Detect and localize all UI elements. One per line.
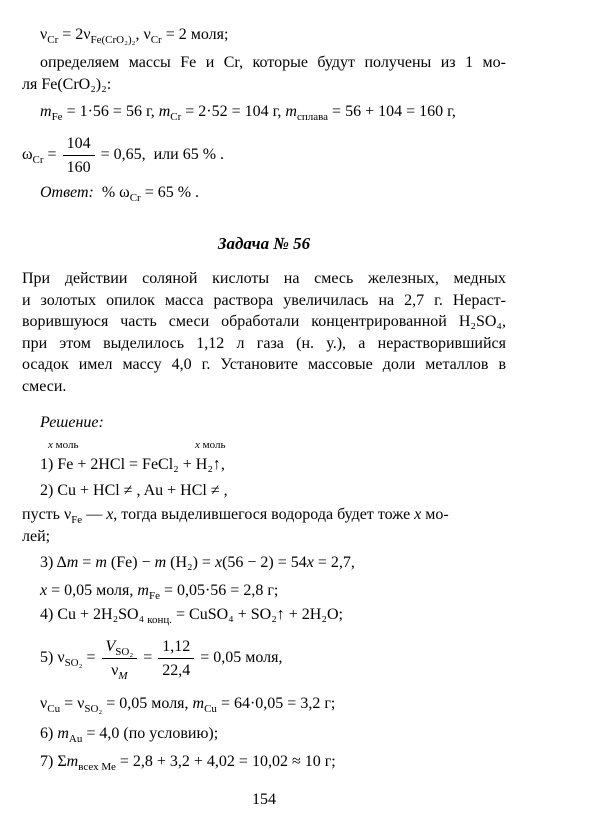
text-line-define-masses-1: определяем массы Fe и Cr, которые будут получены из 1 мо-: [40, 54, 506, 71]
fraction-104-160: $\frac{104}{160}$: [63, 133, 95, 178]
task-text-line: смеси.: [22, 377, 67, 395]
equation-2: 2) Cu + HCl ≠ , Au + HCl ≠ ,: [40, 482, 228, 499]
task-title: Задача № 56: [217, 234, 311, 253]
equation-5: 5) $\nu_{SO_2}$ = $\frac{V_{SO_2}}{\nu_M}$ = $\frac{1,12}{22,4}$ = 0,05 моля,: [40, 638, 283, 682]
equation-6: 6) $m_{Au} = 4,0$ (по условию);: [40, 725, 219, 745]
equation-1: 1) Fe + 2HCl = FeCl₂ + H₂↑,: [40, 456, 225, 473]
task-paragraph: [22, 268, 506, 397]
page-number: 154: [252, 791, 276, 808]
formula-line-omega: $\omega_{Cr}$ = $\frac{104}{160}$ = 0,65, или 65 % .: [22, 135, 225, 176]
let-nu-fe-line: пусть $\nu_{Fe}$ — x, тогда выделившегося водорода будет тоже x мо- лей;: [22, 506, 449, 545]
task-text-line: при этом выделилось 1,12 л газа (н. у.), а нерастворившийся: [22, 334, 506, 352]
mol-label-over-h2: x моль: [195, 439, 226, 451]
answer-line: Ответ: % $\omega_{Cr} = 65$ % .: [40, 184, 200, 204]
mol-labels-row: [22, 439, 506, 452]
fraction-v-so2-over-vm: $\frac{V_{SO_2}}{\nu_M}$: [102, 636, 138, 681]
equation-3: 3) Δm = m (Fe) − m (H₂) = x(56 − 2) = 54x = 2,7,: [40, 554, 355, 571]
formula-line-nu-cr: $\nu_{Cr} = 2\nu_{Fe(CrO_2)_2}$, $\nu_{Cr} = 2$ моля;: [40, 26, 229, 46]
solution-heading: Решение:: [40, 414, 104, 431]
equation-7: 7) $\Sigma m_{всех Ме} = 2,8 + 3,2 + 4,02 = 10,02 \approx 10$ г;: [40, 753, 336, 773]
equation-5-result: $\nu_{Cu} = \nu_{SO_2} = 0,05$ моля, $m_{Cu} = 64\cdot 0,05 = 3,2$ г;: [40, 695, 336, 715]
task-text-line: и золотых опилок масса раствора увеличилась на 2,7 г. Нераст-: [22, 291, 506, 309]
task-text-line: При действии соляной кислоты на смесь железных, медных: [22, 270, 506, 287]
task-text-line: осадок имел массу 4,0 г. Установите массовые доли металлов в: [22, 356, 506, 373]
equation-4: 4) Cu + 2H₂SO₄ $_{конц.}$ = CuSO₄ + SO₂↑ + 2H₂O;: [40, 606, 343, 626]
formula-line-masses: $m_{Fe} = 1\cdot 56 = 56$ г, $m_{Cr} = 2\cdot 52 = 104$ г, $m_{сплава} = 56 + 104 = 160$ г,: [40, 103, 456, 123]
fraction-112-224: $\frac{1,12}{22,4}$: [158, 636, 194, 681]
equation-3-result: x = 0,05 моля, $m_{Fe} = 0,05\cdot 56 = 2,8$ г;: [40, 582, 279, 602]
task-text-line: ворившуюся часть смеси обработали концентрированной H₂SO₄,: [22, 313, 506, 330]
text-line-define-masses-2: ля Fe(CrO₂)₂:: [22, 76, 112, 93]
mol-label-over-fe: x моль: [48, 439, 79, 451]
